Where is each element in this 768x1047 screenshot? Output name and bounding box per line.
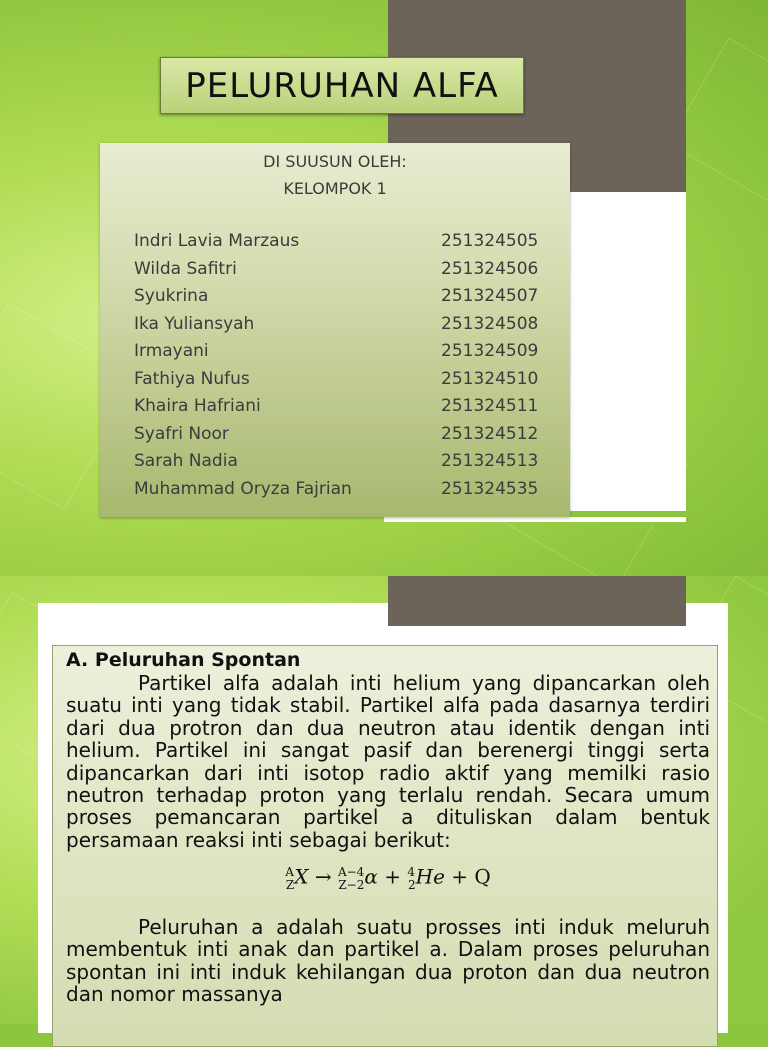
slide-title-box [160, 57, 524, 114]
energy-q: Q [474, 864, 491, 889]
member-row [134, 369, 554, 393]
section-heading: A. Peluruhan Spontan [66, 649, 301, 671]
member-row [134, 231, 554, 255]
member-name: Sarah Nadia [134, 451, 238, 471]
group-name: KELOMPOK 1 [283, 179, 387, 198]
paragraph: Partikel alfa adalah inti helium yang dipancarkan oleh suatu inti yang tidak stabil. Partikel alfa pada dasarnya terdiri dari dua protron dan dua neutron atau identik dengan inti helium. Partikel ini sangat pasif dan berenergi tinggi serta dipancarkan dari inti isotop radio aktif yang memilki rasio neutron terhadap proton yang terlalu rendah. Secara umum proses pemancaran partikel a dituliskan dalam bentuk persamaan reaksi inti sebagai berikut: [66, 671, 710, 852]
member-row [134, 314, 554, 338]
helium-symbol: He [415, 864, 445, 889]
authors-box [100, 143, 570, 517]
member-id: 251324512 [441, 423, 539, 444]
parent-mass-number: A [285, 865, 294, 880]
member-name: Wilda Safitri [134, 258, 237, 279]
member-name: Irmayani [134, 341, 209, 361]
alpha-decay-equation [66, 857, 710, 900]
helium-atomic-number: 2 [407, 877, 416, 892]
helium-mass-number: 4 [407, 865, 415, 880]
arrow: → [314, 864, 332, 889]
member-id: 251324513 [441, 451, 539, 471]
content-text [66, 648, 710, 1006]
member-id: 251324507 [441, 286, 539, 306]
member-id: 251324508 [441, 313, 539, 334]
member-id: 251324535 [441, 478, 539, 499]
author-header: DI SUUSUN OLEH: [263, 152, 407, 171]
daughter-atomic-number: Z−2 [338, 877, 365, 892]
member-name: Muhammad Oryza Fajrian [134, 478, 352, 499]
member-row [134, 479, 554, 503]
member-row [134, 451, 554, 475]
member-name: Fathiya Nufus [134, 368, 250, 389]
member-id: 251324511 [441, 396, 539, 416]
member-name: Ika Yuliansyah [134, 313, 255, 334]
member-row [134, 286, 554, 310]
plus-sign: + [451, 864, 469, 889]
decorative-brown-bar [388, 576, 686, 626]
slide-title: PELURUHAN ALFA [185, 65, 499, 106]
member-name: Syafri Noor [134, 423, 229, 444]
member-row [134, 259, 554, 283]
member-name: Indri Lavia Marzaus [134, 231, 300, 251]
member-id: 251324505 [441, 231, 539, 251]
member-name: Syukrina [134, 286, 209, 306]
member-name: Khaira Hafriani [134, 396, 261, 416]
daughter-symbol: α [364, 864, 378, 889]
paragraph: Peluruhan a adalah suatu prosses inti induk meluruh membentuk inti anak dan partikel a. Dalam proses peluruhan spontan ini inti induk kehilangan dua proton dan dua neutron dan nomor massanya [66, 914, 710, 1007]
parent-symbol: X [294, 864, 309, 889]
member-row [134, 396, 554, 420]
member-row [134, 341, 554, 365]
member-id: 251324510 [441, 368, 539, 389]
member-id: 251324509 [441, 341, 539, 361]
member-row [134, 424, 554, 448]
parent-atomic-number: Z [285, 877, 295, 892]
plus-sign: + [384, 864, 401, 889]
member-id: 251324506 [441, 258, 539, 279]
daughter-mass-number: A−4 [337, 865, 365, 880]
